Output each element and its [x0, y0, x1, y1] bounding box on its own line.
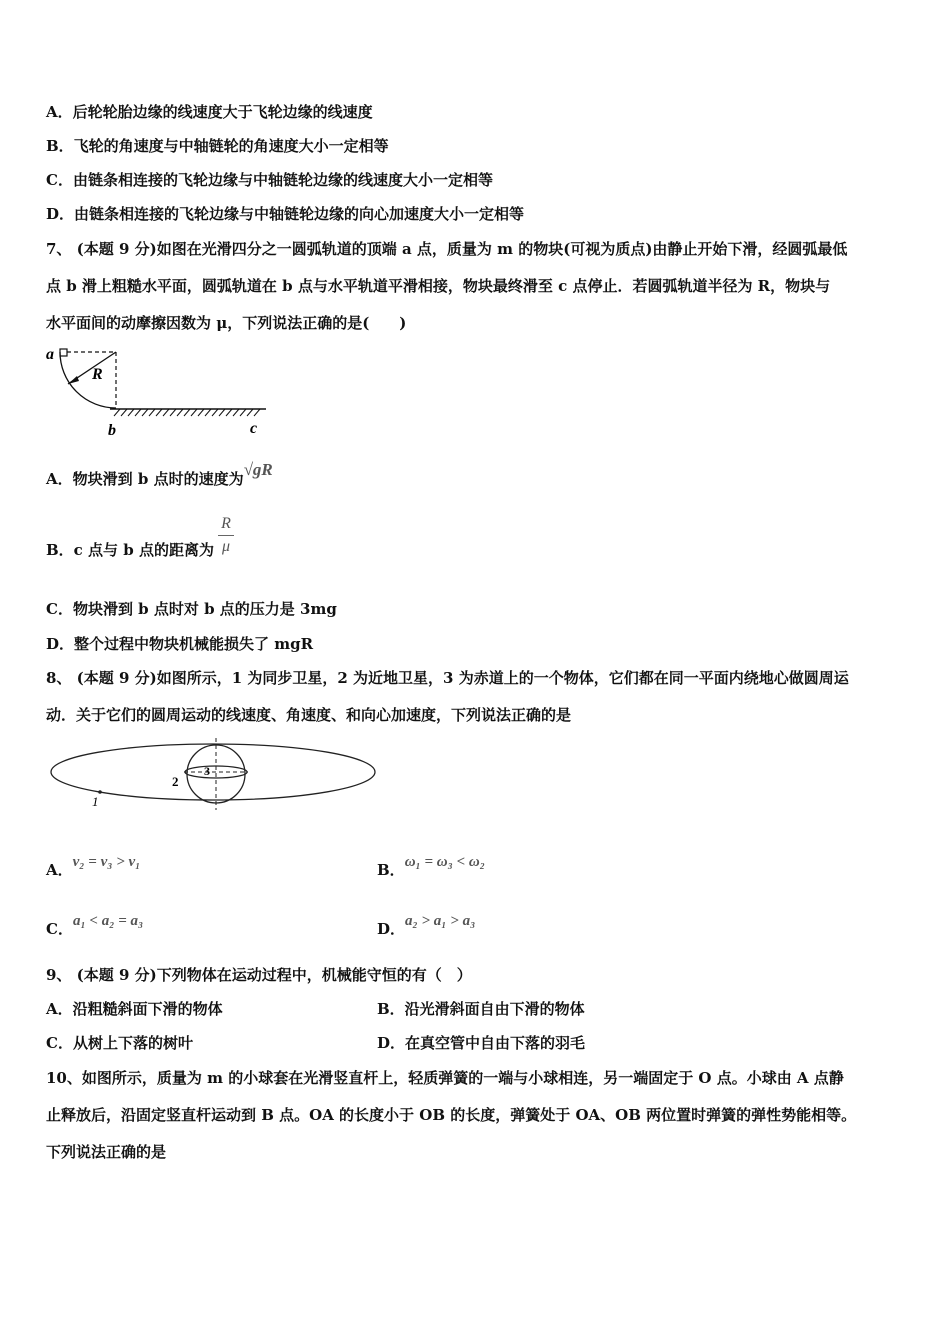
q8-option-a-math: v₂ = v₃ > v₁ [72, 854, 141, 870]
q7-option-b-numerator: R [221, 515, 231, 532]
q9-option-c: C．从树上下落的树叶 [46, 1034, 193, 1052]
q10-stem-line1: 10、如图所示，质量为 m 的小球套在光滑竖直杆上，轻质弹簧的一端与小球相连，另一端固定于 O 点。小球由 A 点静 [46, 1069, 844, 1087]
q8-stem-line1: 8、 (本题 9 分)如图所示，1 为同步卫星，2 为近地卫星，3 为赤道上的一个物体，它们都在同一平面内绕地心做圆周运 [46, 669, 849, 687]
q8-figure [48, 734, 388, 816]
q8-option-b-math: ω₁ = ω₃ < ω₂ [404, 854, 486, 870]
q7-figure [44, 342, 274, 442]
q8-label-2: 2 [172, 774, 179, 789]
q8-option-b [377, 854, 486, 881]
q7-option-a [46, 460, 273, 489]
q7-option-b-fraction [218, 515, 234, 556]
q7-label-b: b [108, 422, 116, 439]
q8-option-a [46, 854, 141, 881]
q8-option-c [46, 913, 144, 940]
q8-option-a-label: A． [46, 861, 73, 879]
q10-stem-line2: 止释放后，沿固定竖直杆运动到 B 点。OA 的长度小于 OB 的长度，弹簧处于 OA、OB 两位置时弹簧的弹性势能相等。 [46, 1106, 857, 1124]
q8-label-3: 3 [204, 764, 210, 778]
q7-option-a-text: A．物块滑到 b 点时的速度为 [46, 470, 244, 488]
q8-stem-line2: 动．关于它们的圆周运动的线速度、角速度、和向心加速度，下列说法正确的是 [46, 706, 572, 724]
q9-option-a: A．沿粗糙斜面下滑的物体 [46, 1000, 223, 1018]
q7-option-b-denominator: μ [221, 538, 231, 555]
q8-option-c-math: a₁ < a₂ = a₃ [72, 913, 144, 929]
q7-stem-line2: 点 b 滑上粗糙水平面，圆弧轨道在 b 点与水平轨道平滑相接，物块最终滑至 c 点停止．若圆弧轨道半径为 R，物块与 [46, 277, 831, 295]
q7-option-d: D．整个过程中物块机械能损失了 mgR [46, 635, 314, 653]
q7-stem-line1: 7、 (本题 9 分)如图在光滑四分之一圆弧轨道的顶端 a 点，质量为 m 的物块(可视为质点)由静止开始下滑，经圆弧最低 [46, 240, 848, 258]
q7-option-c: C．物块滑到 b 点时对 b 点的压力是 3mg [46, 600, 337, 618]
q8-option-b-label: B． [377, 861, 405, 879]
q9-option-b: B．沿光滑斜面自由下滑的物体 [377, 1000, 585, 1018]
q7-stem-line3: 水平面间的动摩擦因数为 μ，下列说法正确的是( ) [46, 314, 407, 332]
q8-label-1: 1 [92, 794, 99, 809]
q7-block [60, 349, 67, 356]
q8-option-d [377, 913, 476, 940]
q7-option-a-math: √gR [243, 460, 273, 479]
q9-option-d: D．在真空管中自由下落的羽毛 [377, 1034, 586, 1052]
q7-label-r: R [92, 366, 103, 383]
q7-label-c: c [250, 420, 258, 437]
q6-option-c: C．由链条相连接的飞轮边缘与中轴链轮边缘的线速度大小一定相等 [46, 171, 493, 189]
q8-option-d-label: D． [377, 920, 406, 938]
q7-arc [60, 352, 116, 408]
q7-option-b: B．c 点与 b 点的距离为 [46, 541, 214, 559]
q8-option-c-label: C． [46, 920, 73, 938]
q6-option-d: D．由链条相连接的飞轮边缘与中轴链轮边缘的向心加速度大小一定相等 [46, 205, 525, 223]
q9-stem: 9、 (本题 9 分)下列物体在运动过程中，机械能守恒的有（ ） [46, 966, 472, 984]
q6-option-a: A．后轮轮胎边缘的线速度大于飞轮边缘的线速度 [46, 103, 373, 121]
q7-label-a: a [46, 346, 54, 363]
q6-option-b: B．飞轮的角速度与中轴链轮的角速度大小一定相等 [46, 137, 389, 155]
q8-option-d-math: a₂ > a₁ > a₃ [405, 913, 476, 929]
q10-stem-line3: 下列说法正确的是 [46, 1143, 167, 1161]
